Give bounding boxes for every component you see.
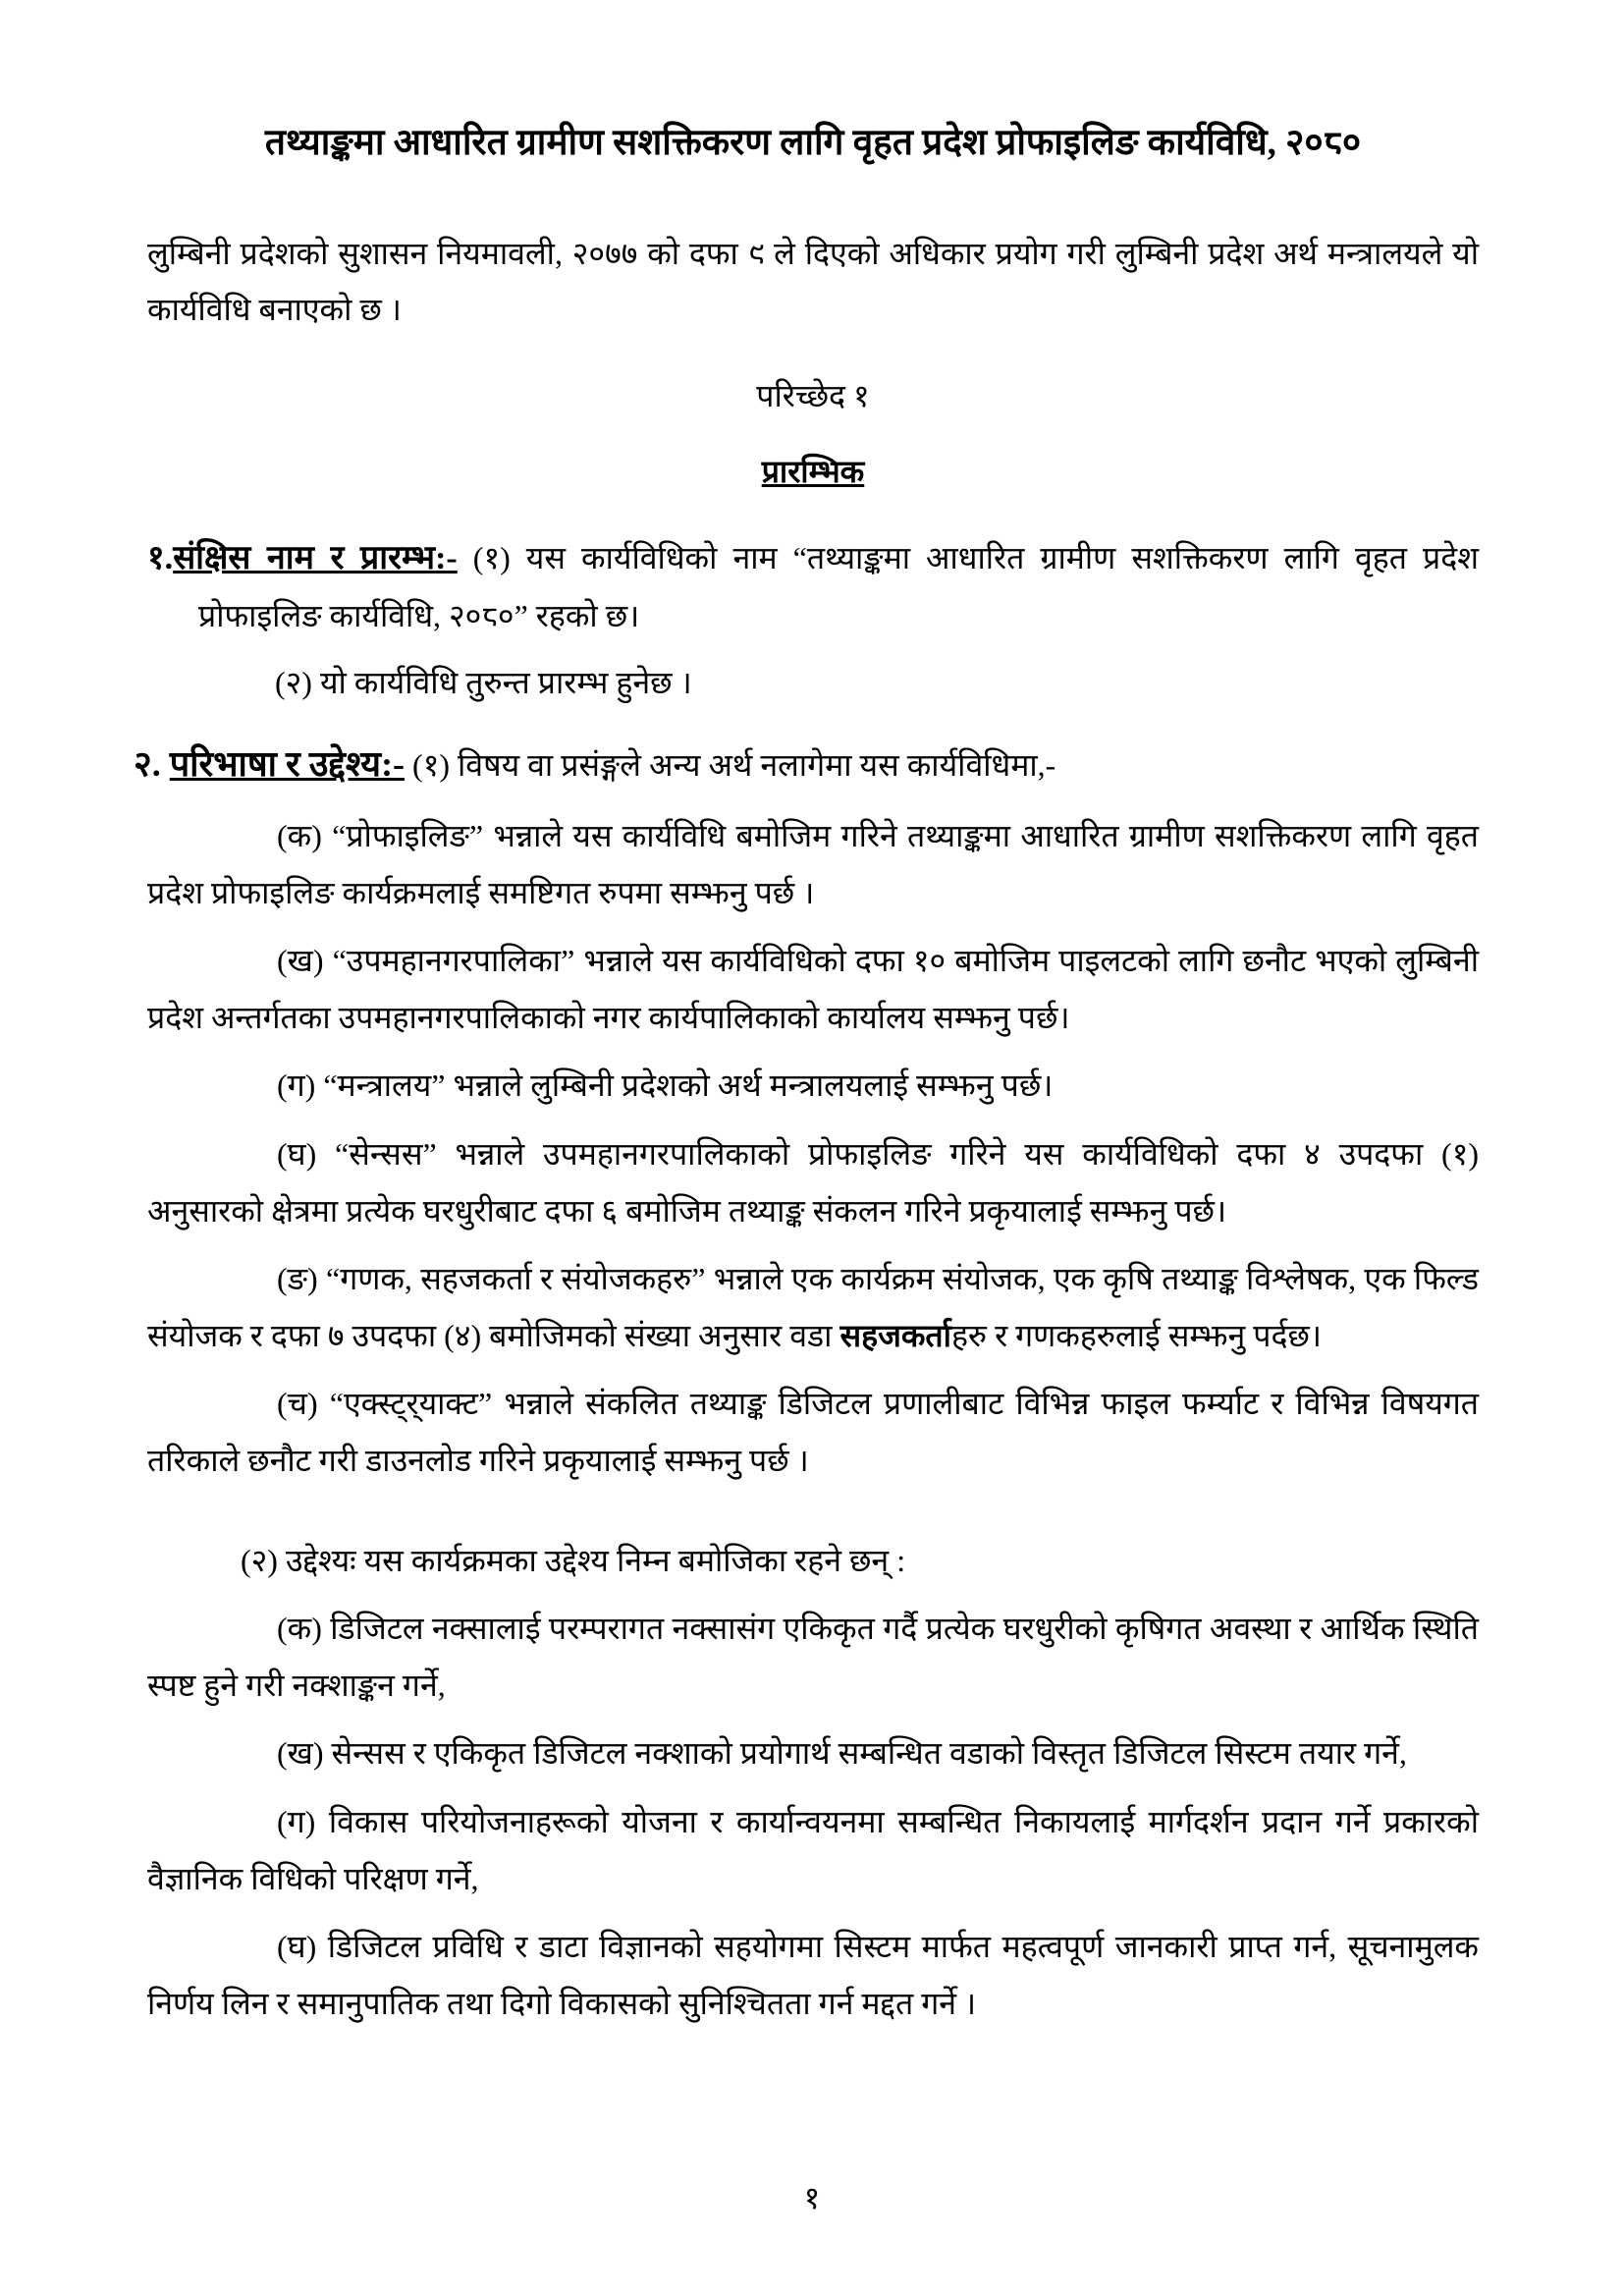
clause-label: (च)	[277, 1386, 318, 1422]
page-number: १	[803, 2180, 821, 2216]
clause-text: सेन्सस र एकिकृत डिजिटल नक्शाको प्रयोगार्थ सम्बन्धित वडाको विस्तृत डिजिटल सिस्टम तयार गर्ने,	[331, 1735, 1407, 1772]
clause-label: (क)	[277, 1611, 322, 1647]
clause-text: डिजिटल नक्सालाई परम्परागत नक्सासंग एकिकृत गर्दै प्रत्येक घरधुरीको कृषिगत अवस्था र आर्थिक स्थिति स्पष्ट हुने गरी नक्शाङ्कन गर्ने,	[147, 1611, 1479, 1703]
clause-label: (ङ)	[277, 1261, 318, 1297]
clause-text-before: “गणक, सहजकर्ता र संयोजकहरु” भन्नाले एक कार्यक्रम संयोजक, एक कृषि तथ्याङ्क विश्लेषक, एक फिल्ड संयोजक र दफा ७ उपदफा (४) बमोजिमको संख्या अनुसार वडा	[147, 1261, 1480, 1353]
section-2-heading	[134, 744, 405, 784]
section-2-heading-separator: :-	[381, 744, 406, 785]
objective-clause-ka	[147, 1601, 1479, 1714]
definition-clause-ga	[147, 1058, 1479, 1115]
definition-clause-kha	[147, 933, 1479, 1046]
clause-label: (ग)	[277, 1067, 316, 1104]
clause-text: विकास परियोजनाहरूको योजना र कार्यान्वयनमा सम्बन्धित निकायलाई मार्गदर्शन प्रदान गर्ने प्रकारको वैज्ञानिक विधिको परिक्षण गर्ने,	[147, 1803, 1480, 1896]
preamble-paragraph: लुम्बिनी प्रदेशको सुशासन नियमावली, २०७७ को दफा ९ ले दिएको अधिकार प्रयोग गरी लुम्बिनी प्रदेश अर्थ मन्त्रालयले यो कार्यविधि बनाएको छ ।	[147, 235, 1479, 328]
chapter-label: परिच्छेद १	[756, 377, 870, 413]
clause-label: (घ)	[277, 1929, 317, 1965]
section-1-heading	[147, 540, 458, 576]
section-2-heading-text: परिभाषा र उद्देश्य	[169, 744, 382, 785]
clause-text-bold: सहजकर्ता	[839, 1317, 951, 1353]
clause-text: “उपमहानगरपालिका” भन्नाले यस कार्यविधिको दफा १० बमोजिम पाइलटको लागि छनौट भएको लुम्बिनी प्रदेश अन्तर्गतका उपमहानगरपालिकाको नगर कार्यपालिकाको कार्यालय सम्झनु पर्छ।	[147, 943, 1479, 1035]
section-1-heading-text: संक्षिस नाम र प्रारम्भ	[173, 539, 436, 576]
document-title: तथ्याङ्कमा आधारित ग्रामीण सशक्तिकरण लागि वृहत प्रदेश प्रोफाइलिङ कार्यविधि, २०८०	[264, 123, 1362, 163]
definition-clause-cha	[147, 1376, 1479, 1489]
section-1-subsection-1: (१) यस कार्यविधिको नाम “तथ्याङ्कमा आधारित ग्रामीण सशक्तिकरण लागि वृहत प्रदेश प्रोफाइलिङ कार्यविधि, २०८०” रहको छ।	[198, 539, 1479, 634]
section-2-intro: (१) विषय वा प्रसंङ्गले अन्य अर्थ नलागेमा यस कार्यविधिमा,-	[412, 747, 1056, 784]
clause-text: “मन्त्रालय” भन्नाले लुम्बिनी प्रदेशको अर्थ मन्त्रालयलाई सम्झनु पर्छ।	[323, 1067, 1054, 1104]
clause-label: (ख)	[277, 1735, 324, 1772]
section-1-subsection-2: (२) यो कार्यविधि तुरुन्त प्रारम्भ हुनेछ ।	[275, 664, 692, 700]
clause-label: (घ)	[277, 1136, 317, 1173]
section-1-number: १.	[147, 539, 174, 576]
section-2-number: २.	[134, 744, 161, 785]
chapter-title	[147, 444, 1479, 501]
objectives-intro: (२) उद्देश्यः यस कार्यक्रमका उद्देश्य निम्न बमोजिका रहने छन् :	[241, 1542, 906, 1578]
clause-label: (ख)	[277, 943, 324, 979]
section-1-heading-separator: :-	[435, 539, 458, 576]
section-2-paragraph	[134, 733, 1479, 796]
clause-text: “सेन्सस” भन्नाले उपमहानगरपालिकाको प्रोफाइलिङ गरिने यस कार्यविधिको दफा ४ उपदफा (१) अनुसारको क्षेत्रमा प्रत्येक घरधुरीबाट दफा ६ बमोजिम तथ्याङ्क संकलन गरिने प्रकृयालाई सम्झनु पर्छ।	[147, 1136, 1480, 1229]
definition-clause-ka	[147, 808, 1479, 921]
clause-label: (ग)	[277, 1803, 316, 1839]
clause-text: डिजिटल प्रविधि र डाटा विज्ञानको सहयोगमा सिस्टम मार्फत महत्वपूर्ण जानकारी प्राप्त गर्न, सूचनामुलक निर्णय लिन र समानुपातिक तथा दिगो विकासको सुनिश्चितता गर्न मद्दत गर्ने ।	[147, 1929, 1479, 2021]
objective-clause-ga	[147, 1794, 1479, 1907]
clause-text: “प्रोफाइलिङ” भन्नाले यस कार्यविधि बमोजिम गरिने तथ्याङ्कमा आधारित ग्रामीण सशक्तिकरण लागि वृहत प्रदेश प्रोफाइलिङ कार्यक्रमलाई समष्टिगत रुपमा सम्झनु पर्छ ।	[147, 818, 1479, 910]
definition-clause-nga	[147, 1251, 1479, 1364]
chapter-title-text: प्रारम्भिक	[761, 454, 865, 490]
section-1-paragraph	[147, 528, 1479, 645]
objective-clause-kha	[147, 1725, 1479, 1782]
definition-clause-gha	[147, 1126, 1479, 1239]
objective-clause-gha	[147, 1919, 1479, 2032]
clause-text-after: हरु र गणकहरुलाई सम्झनु पर्दछ।	[950, 1317, 1322, 1353]
clause-label: (क)	[277, 818, 322, 854]
clause-text: “एक्स्ट्र्याक्ट” भन्नाले संकलित तथ्याङ्क डिजिटल प्रणालीबाट विभिन्न फाइल फर्म्याट र विभिन्न विषयगत तरिकाले छनौट गरी डाउनलोड गरिने प्रकृयालाई सम्झनु पर्छ ।	[147, 1386, 1480, 1478]
